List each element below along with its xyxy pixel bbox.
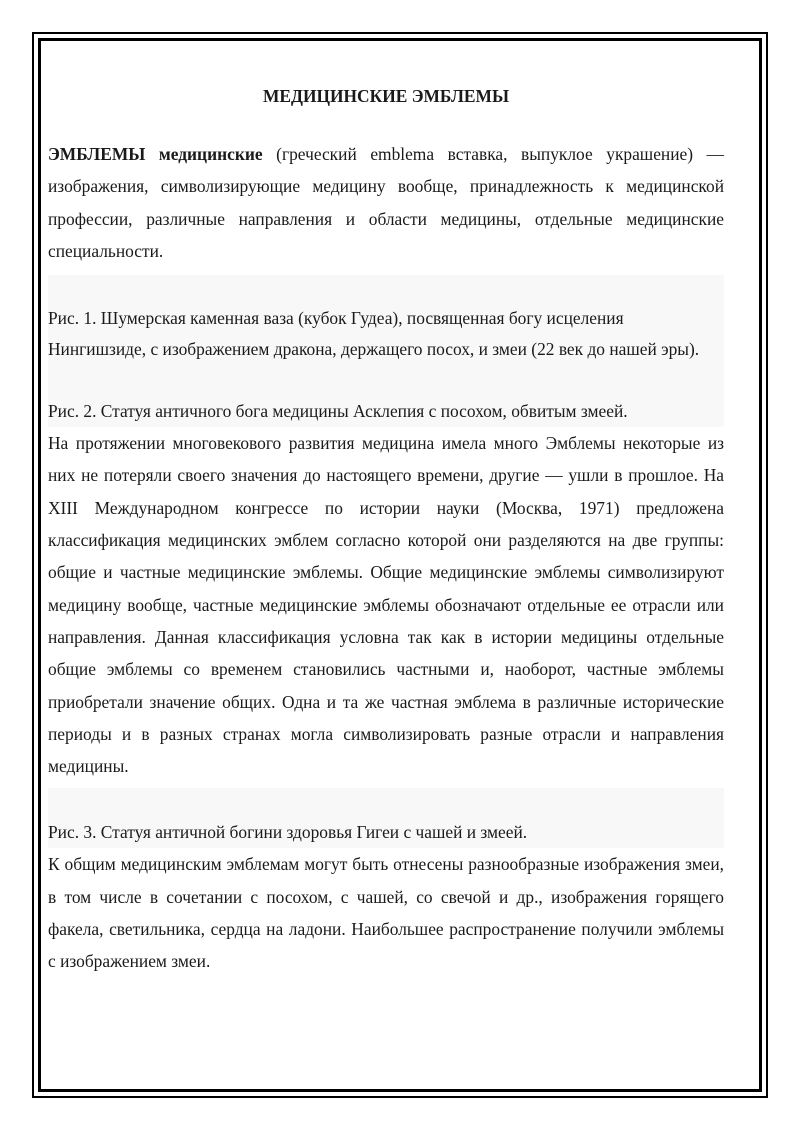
figure-3-caption: Рис. 3. Статуя античной богини здоровья Гигеи с чашей и змеей. (48, 822, 528, 843)
general-emblems-paragraph: К общим медицинским эмблемам могут быть отнесены разнообразные изображения змеи, в том числе в сочетании с посохом, с чашей, со свечой и др., изображения горящего факела, светильника, сердца на ладони. Наибольшее распространение получили эмблемы с изображением змеи. (48, 854, 724, 972)
intro-paragraph (48, 138, 724, 267)
figure-captions-block-2 (48, 788, 724, 848)
figure-captions-block-1 (48, 275, 724, 427)
intro-text: (греческий emblema вставка, выпуклое украшение) — изображения, символизирующие медицину вообще, принадлежность к медицинской профессии, различные направления и области медицины, отдельные медицинские специальности. (48, 144, 724, 261)
intro-term: ЭМБЛЕМЫ медицинские (48, 144, 263, 164)
history-paragraph: На протяжении многовекового развития медицина имела много Эмблемы некоторые из них не потеряли своего значения до настоящего времени, другие — ушли в прошлое. На XIII Международном конгрессе по истории науки (Москва, 1971) предложена классификация медицинских эмблем согласно которой они разделяются на две группы: общие и частные медицинские эмблемы. Общие медицинские эмблемы символизируют медицину вообще, частные медицинские эмблемы обозначают отдельные ее отрасли или направления. Данная классификация условна так как в истории медицины отдельные общие эмблемы со временем становились частными и, наоборот, частные эмблемы приобретали значение общих. Одна и та же частная эмблема в различные исторические периоды и в разных странах могла символизировать разные отрасли и направления медицины. (48, 433, 724, 777)
figure-2-caption: Рис. 2. Статуя античного бога медицины Асклепия с посохом, обвитым змеей. (48, 401, 628, 422)
document-body (48, 84, 724, 978)
figure-1-caption: Рис. 1. Шумерская каменная ваза (кубок Гудеа), посвященная богу исцеления Нингишзиде, с изображением дракона, держащего посох, и змеи (22 век до нашей эры). (48, 308, 700, 360)
document-title: МЕДИЦИНСКИЕ ЭМБЛЕМЫ (262, 86, 510, 106)
